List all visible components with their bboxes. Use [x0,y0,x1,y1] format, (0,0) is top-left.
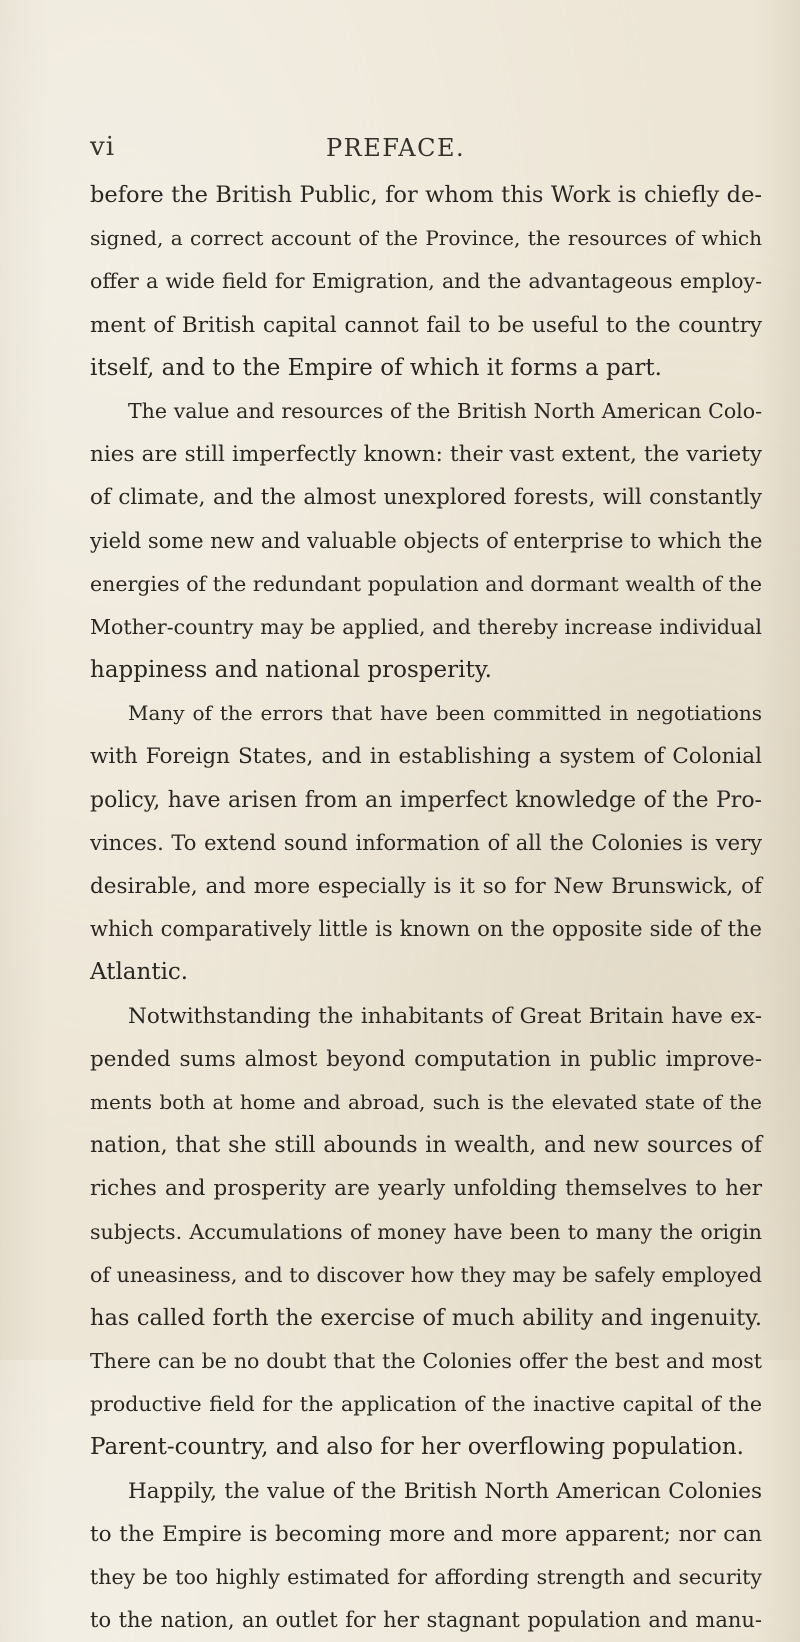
text-line: nies are still imperfectly known: their vast extent, the variety [90,442,762,468]
text-line: ments both at home and abroad, such is the elevated state of the [90,1089,762,1114]
text-line: Atlantic. [90,959,189,986]
text-line: of climate, and the almost unexplored forests, will constantly [90,485,762,511]
text-line: Parent-country, and also for her overflowing population. [90,1434,744,1461]
body-text [90,174,762,1642]
text-line: vinces. To extend sound information of all the Colonies is very [90,830,762,855]
running-title: PREFACE. [326,134,466,162]
text-line: energies of the redundant population and dormant wealth of the [90,571,762,596]
text-line: offer a wide field for Emigration, and the advantageous employ- [90,269,762,294]
text-line: to the Empire is becoming more and more apparent; nor can [90,1521,762,1547]
text-line: itself, and to the Empire of which it forms a part. [90,354,662,381]
text-line: policy, have arisen from an imperfect knowledge of the Pro- [90,787,762,813]
text-line: desirable, and more especially is it so for New Brunswick, of [90,874,762,899]
text-line: riches and prosperity are yearly unfolding themselves to her [90,1176,762,1202]
text-line: with Foreign States, and in establishing a system of Colonial [90,744,762,770]
text-line: Many of the errors that have been committed in negotiations [128,701,762,726]
running-head [90,132,762,168]
text-line: The value and resources of the British North American Colo- [128,398,762,423]
text-line: has called forth the exercise of much ability and ingenuity. [90,1304,762,1331]
text-line: pended sums almost beyond computation in public improve- [90,1046,762,1072]
text-line: before the British Public, for whom this Work is chiefly de- [90,182,762,208]
text-line: productive field for the application of the inactive capital of the [90,1392,762,1417]
text-line: Happily, the value of the British North American Colonies [128,1478,762,1504]
text-line: happiness and national prosperity. [90,657,492,684]
text-line: Mother-country may be applied, and thereby increase individual [90,614,762,639]
text-line: they be too highly estimated for affording strength and security [90,1565,762,1589]
text-line: ment of British capital cannot fail to be useful to the country [90,312,762,338]
text-line: which comparatively little is known on the opposite side of the [90,917,762,942]
text-line: yield some new and valuable objects of enterprise to which the [90,528,763,553]
text-line: nation, that she still abounds in wealth, and new sources of [90,1133,762,1159]
page-number: vi [90,132,116,162]
text-line: Notwithstanding the inhabitants of Great Britain have ex- [128,1003,762,1029]
text-line: signed, a correct account of the Province, the resources of which [90,226,762,251]
text-line: There can be no doubt that the Colonies offer the best and most [90,1349,762,1374]
text-line: subjects. Accumulations of money have been to many the origin [90,1219,762,1244]
text-line: to the nation, an outlet for her stagnant population and manu- [90,1608,762,1633]
text-line: of uneasiness, and to discover how they may be safely employed [90,1262,762,1287]
